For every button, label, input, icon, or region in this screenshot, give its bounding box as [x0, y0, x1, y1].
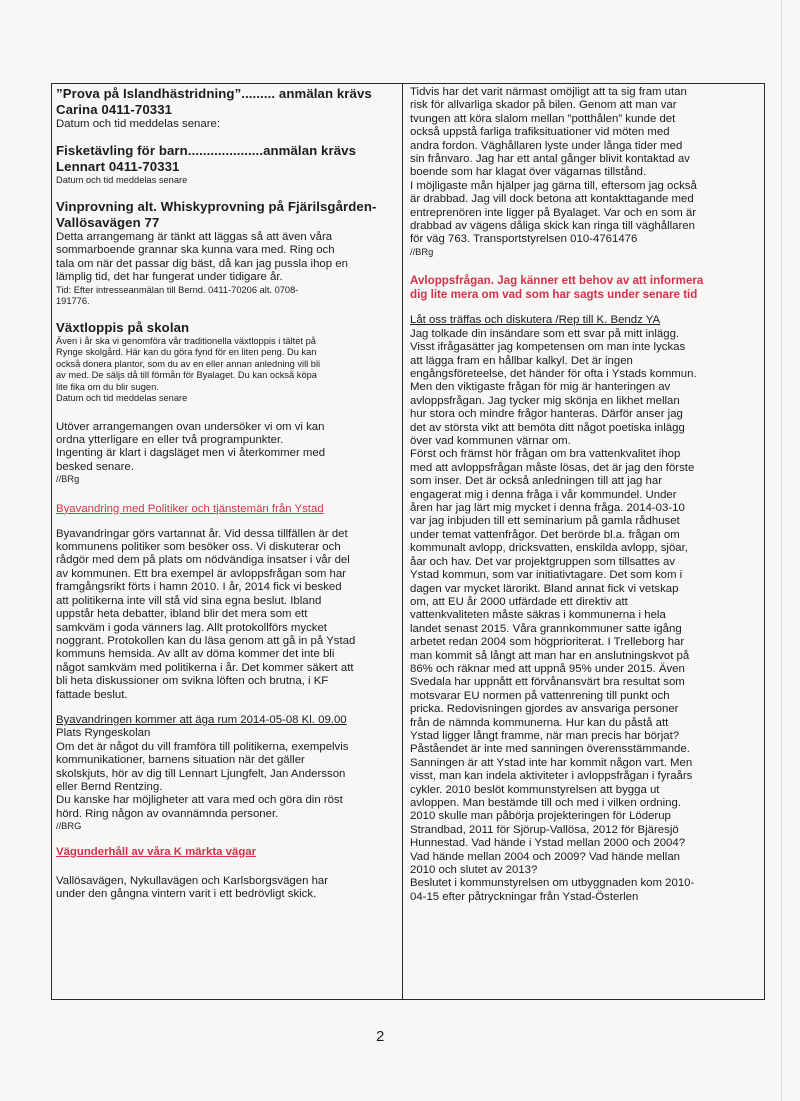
- village-walk-body: Byavandringar görs vartannat år. Vid dessa tillfällen är det kommunens politiker som besöker oss. Vi diskuterar och rådgör med dem på plats om nödvändiga insatser i vår del av kommunen. Ett bra exempel är avloppsfrågan som har framgångsrikt förts i hamn 2010. I år, 2014 fick vi besked att politikerna inte vill stå vid sina egna beslut. Ibland uppstår heta debatter, ibland blir det mera som ett samkväm i goda vänners lag. Allt protokollförs mycket noggrant. Protokollen kan du läsa genom att gå in på Ystad kommuns hemsida. Av allt av döma kommer det inte bli något samkväm med politikerna i år. Det kommer säkert att bli heta diskussioner om svikna löften och brutna, i KF fattade beslut.: [56, 527, 356, 701]
- event-body-plant-sale: Även i år ska vi genomföra vår traditionella växtloppis i tältet på Rynge skolgård. Här kan du göra fynd för en liten peng. Du kan också donera plantor, som du av en eller annan anledning vill bli av med. De säljs då till förmån för Byalaget. Du kan också köpa lite fika om du blir sugen. Datum och tid meddelas senare: [56, 335, 321, 404]
- event-title-fishing: Fisketävling för barn....................anmälan krävs: [56, 143, 357, 159]
- event-contact-lennart: Lennart 0411-70331: [56, 159, 180, 175]
- village-walk-date: Byavandringen kommer att äga rum 2014-05-08 Kl. 09.00: [56, 713, 347, 726]
- left-column: [52, 84, 403, 999]
- road-maintenance-body: Vallösavägen, Nykullavägen och Karlsborgsvägen har under den gångna vintern varit i ett bedrövligt skick.: [56, 874, 329, 901]
- reply-heading: Låt oss träffas och diskutera /Rep till K. Bendz YA: [410, 314, 661, 327]
- page-edge: [781, 0, 782, 1101]
- page-number: 2: [376, 1028, 385, 1045]
- event-title-plant-sale: Växtloppis på skolan: [56, 319, 190, 335]
- reply-body: Jag tolkade din insändare som ett svar på mitt inlägg. Visst ifrågasätter jag kompetensen om man inte lyckas att lägga fram en hållbar kalkyl. Det är ingen engångsföreteelse, det händer för ofta i Ystads kommun. Men den viktigaste frågan för mig är hanteringen av avloppsfrågan. Jag tycker mig skönja en likhet mellan hur stora och mindre frågor hanteras. Därför anser jag det av största vikt att bemöta ditt något poetiska inlägg över vad kommunen värnar om. Först och främst hör frågan om bra vattenkvalitet ihop med att avloppsfrågan måste lösas, det är jag den förste som inser. Det är också anledningen till att jag har engagerat mig i denna fråga i vår kommundel. Under åren har jag lärt mig mycket i denna fråga. 2014-03-10 var jag inbjuden till ett seminarium på gamla rådhuset under temat vattenfrågor. Det berörde bl.a. frågan om kommunalt avlopp, dricksvatten, enskilda avlopp, sjöar, åar och hav. Det var projektgruppen som tillsattes av Ystad kommun, som var initiativtagare. Det som kom i dagen var mycket lärorikt. Bland annat fick vi vetskap om, att EU år 2000 utfärdade ett direktiv att vattenkvaliteten måste säkras i kommunerna i hela landet senast 2015. Våra grannkommuner satte igång arbetet redan 2004 som högprioriterat. I Trelleborg har man kommit så långt att man har en anslutningskvot på 86% och räknar med att uppnå 95% under 2015. Även Svedala har uppnått ett förvånansvärt bra resultat som motsvarar EU normen på vattenrening till punkt och pricka. Redovisningen gjordes av ansvariga personer från de nämnda kommunerna. Hur kan du påstå att Ystad ligger långt framme, när man precis har börjat? Påståendet är inte med sanningen överensstämmande. Sanningen är att Ystad inte har kommit någon vart. Men visst, man kan indela aktiviteter i avloppsfrågan i fyraårs cykler. 2010 beslöt kommunstyrelsen att bygga ut avloppen. Man bestämde till och med i vilken ordning. 2010 skulle man påbörja projekteringen för Löderup Strandbad, 2011 för Sjörup-Vallösa, 2012 för Bjäresjö Hunnestad. Vad hände i Ystad mellan 2000 och 2004? Vad hände mellan 2004 och 2009? Vad hände mellan 2010 och slutet av 2013? Beslutet i kommunstyrelsen om utbyggnaden kom 2010- 04-15 efter påtryckningar från Ystad-Österlen: [410, 327, 697, 903]
- event-title-wine-tasting-2: Vallösavägen 77: [56, 214, 160, 230]
- section-heading-road-maintenance: Vägunderhåll av våra K märkta vägar: [56, 845, 257, 858]
- program-note: Utöver arrangemangen ovan undersöker vi om vi kan ordna ytterligare en eller två programpunkter. Ingenting är klart i dagsläget men vi återkommer med besked senare.: [56, 420, 326, 473]
- event-title-horse-riding: ”Prova på Islandhästridning”......... anmälan krävs: [56, 86, 372, 101]
- event-contact-carina: Carina 0411-70331: [56, 102, 173, 117]
- village-walk-details: Plats Ryngeskolan Om det är något du vill framföra till politikerna, exempelvis kommunikationer, barnens situation när det gäller skolskjuts, hör av dig till Lennart Ljungfelt, Jan Andersson eller Bernd Rentzing. Du kanske har möjligheter att vara med och göra din röst hörd. Ring någon av ovannämnda personer.: [56, 727, 349, 820]
- newsletter-frame: [51, 83, 765, 1000]
- signature: //BRg: [410, 246, 434, 257]
- signature: //BRg: [56, 474, 80, 485]
- road-maintenance-continued: Tidvis har det varit närmast omöjligt att ta sig fram utan risk för allvarliga skador på bilen. Genom att man var tvungen att köra slalom mellan ”potthålen” kunde det också uppstå farliga trafiksituationer vid möten med andra fordon. Väghållaren lyste under långa tider med sin frånvaro. Jag har ett antal gånger blivit kontaktad av boende som har klagat över vägarnas tillstånd. I möjligaste mån hjälper jag gärna till, eftersom jag också är drabbad. Jag vill dock betona att kontakttagande med entreprenören inte ligger på Byalaget. Var och en som är drabbad av vägens dåliga skick kan ringa till väghållaren för väg 763. Transportstyrelsen 010-4761476: [410, 86, 697, 246]
- event-title-wine-tasting: Vinprovning alt. Whiskyprovning på Fjärilsgården-: [56, 198, 377, 214]
- event-note: Datum och tid meddelas senare: [56, 175, 188, 186]
- event-time-wine: Tid: Efter intresseanmälan till Bernd. 0411-70206 alt. 0708- 191776.: [56, 284, 299, 307]
- event-note: Datum och tid meddelas senare:: [56, 118, 220, 130]
- event-body-wine: Detta arrangemang är tänkt att läggas så att även våra sommarboende grannar ska kunna vara med. Ring och tala om när det passar dig bäst, då kan jag pussla ihop en lämplig tid, det har fungerat under tidigare år.: [56, 230, 348, 284]
- section-heading-sewage: Avloppsfrågan. Jag känner ett behov av att informera dig lite mera om vad som har sagts under senare tid: [410, 274, 704, 302]
- right-column: [403, 84, 764, 999]
- section-heading-village-walk: Byavandring med Politiker och tjänstemän från Ystad: [56, 502, 324, 515]
- signature: //BRG: [56, 821, 82, 832]
